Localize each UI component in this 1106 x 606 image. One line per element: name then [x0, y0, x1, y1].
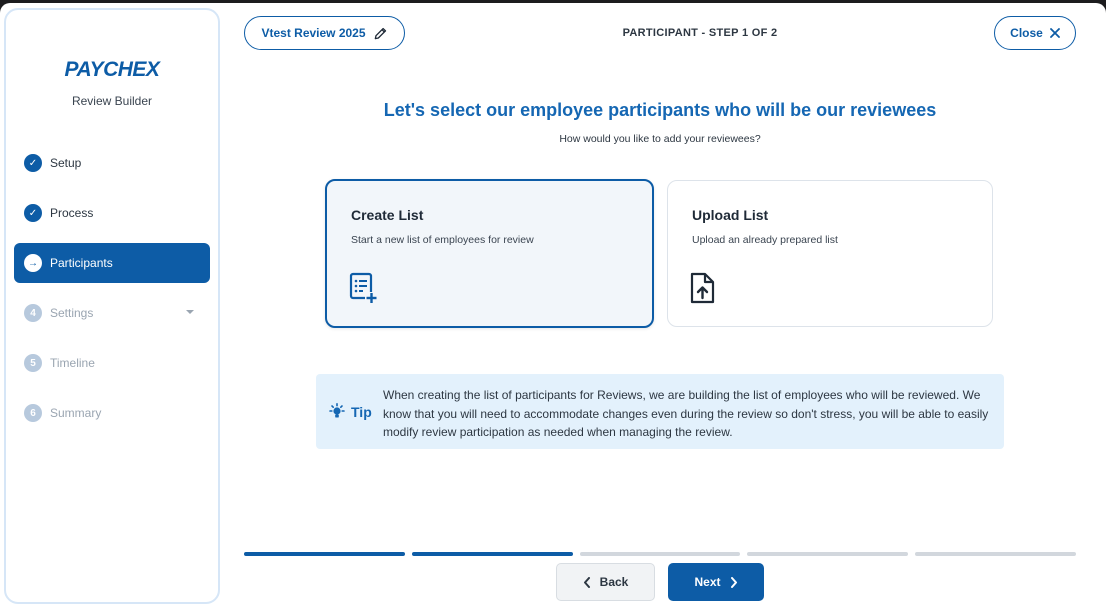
close-label: Close: [1010, 26, 1043, 40]
step-number-badge: 4: [24, 304, 42, 322]
step-label: Participants: [50, 256, 113, 270]
card-description: Start a new list of employees for review: [351, 234, 534, 246]
progress-segment: [915, 552, 1076, 556]
close-icon: [1050, 28, 1060, 38]
sidebar-step-process[interactable]: [14, 193, 210, 233]
check-icon: ✓: [24, 154, 42, 172]
step-label: Process: [50, 206, 94, 220]
step-label: Setup: [50, 156, 82, 170]
review-name-button[interactable]: [244, 16, 405, 50]
upload-list-card[interactable]: [667, 180, 993, 327]
chevron-right-icon: [730, 577, 738, 588]
progress-segment: [580, 552, 741, 556]
step-number-badge: 5: [24, 354, 42, 372]
chevron-left-icon: [583, 577, 591, 588]
sidebar-step-participants[interactable]: [14, 243, 210, 283]
sidebar: [4, 8, 220, 604]
wizard-progress-bar: [244, 552, 1076, 556]
step-number-badge: 6: [24, 404, 42, 422]
step-label: Settings: [50, 306, 94, 320]
upload-file-icon: [689, 272, 719, 304]
back-button[interactable]: [556, 563, 655, 601]
progress-segment: [244, 552, 405, 556]
pencil-icon: [373, 26, 388, 41]
close-button[interactable]: [994, 16, 1076, 50]
paychex-logo: PAYCHEX: [64, 58, 160, 81]
wizard-step-indicator: PARTICIPANT - STEP 1 OF 2: [622, 27, 778, 39]
card-description: Upload an already prepared list: [692, 234, 838, 246]
wizard-steps: [14, 143, 210, 443]
review-builder-window: [0, 3, 1106, 606]
app-subtitle: Review Builder: [71, 94, 153, 108]
tip-text: When creating the list of participants for Reviews, we are building the list of employees who will be reviewed. We know that you will need to accommodate changes even during the review so don't stress, you will be able to easily modify review participation as needed when managing the review.: [383, 388, 989, 439]
page-title: Let's select our employee participants who will be our reviewees: [383, 100, 937, 120]
sidebar-step-settings[interactable]: [14, 293, 210, 333]
step-label: Summary: [50, 406, 102, 420]
create-list-icon: [349, 272, 379, 304]
card-title: Create List: [351, 207, 424, 223]
chevron-down-icon[interactable]: [186, 310, 194, 314]
page-subtitle: How would you like to add your reviewees?: [559, 133, 761, 145]
step-label: Timeline: [50, 356, 95, 370]
lightbulb-icon: [328, 403, 346, 421]
next-button[interactable]: [668, 563, 764, 601]
sidebar-step-timeline[interactable]: [14, 343, 210, 383]
progress-segment: [412, 552, 573, 556]
tip-banner: [316, 374, 1004, 449]
next-label: Next: [694, 575, 721, 589]
arrow-right-icon: →: [24, 254, 42, 272]
check-icon: ✓: [24, 204, 42, 222]
review-name-label: Vtest Review 2025: [261, 26, 366, 40]
tip-label: Tip: [351, 404, 372, 420]
sidebar-step-setup[interactable]: [14, 143, 210, 183]
card-title: Upload List: [692, 207, 769, 223]
back-label: Back: [599, 575, 629, 589]
create-list-card[interactable]: [325, 179, 654, 328]
progress-segment: [747, 552, 908, 556]
sidebar-step-summary[interactable]: [14, 393, 210, 433]
